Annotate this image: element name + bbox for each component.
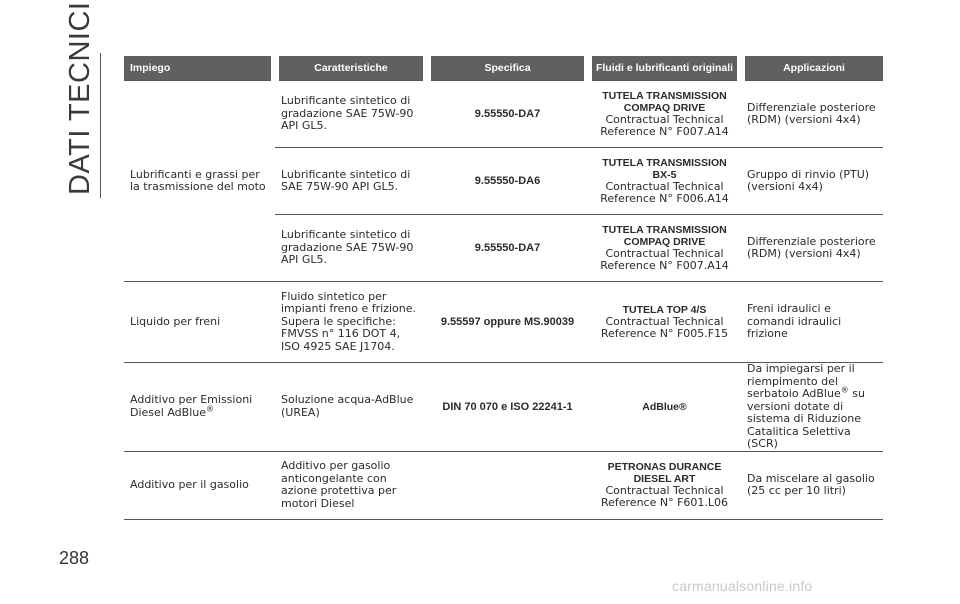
cell-fluidi [588, 363, 741, 452]
header-impiego: Impiego [124, 56, 275, 81]
header-fluidi: Fluidi e lubrificanti originali [588, 56, 741, 81]
cell-fluidi [588, 451, 741, 519]
cell-specifica: 9.55550-DA7 [427, 81, 588, 148]
cell-caratteristiche: Lubrificante sintetico di SAE 75W-90 API GL5. [275, 148, 427, 215]
fluid-reference: Contractual Technical Reference N° F007.A14 [600, 246, 729, 272]
impiego-text: Additivo per Emissioni Diesel AdBlue [130, 393, 253, 419]
section-title: DATI TECNICI [64, 1, 96, 195]
page-number: 288 [59, 548, 90, 568]
fluid-reference: Contractual Technical Reference N° F601.L06 [600, 483, 729, 509]
cell-caratteristiche: Soluzione acqua-AdBlue (UREA) [275, 363, 427, 452]
cell-fluidi [588, 215, 741, 282]
app-text-b: su versioni dotate di sistema di Riduzione Catalitica Selettiva (SCR) [747, 387, 865, 450]
cell-caratteristiche: Lubrificante sintetico di gradazione SAE 75W-90 API GL5. [275, 81, 427, 148]
fluid-reference: Contractual Technical Reference N° F005.F15 [600, 314, 729, 340]
registered-mark: ® [840, 385, 849, 395]
header-applicazioni: Applicazioni [741, 56, 883, 81]
fluid-brand: TUTELA TRANSMISSION BX-5 [602, 156, 727, 181]
fluid-reference: Contractual Technical Reference N° F006.A14 [600, 179, 729, 205]
watermark: carmanualsonline.info [672, 578, 813, 594]
cell-specifica: DIN 70 070 e ISO 22241-1 [427, 363, 588, 452]
cell-specifica [427, 451, 588, 519]
cell-caratteristiche: Fluido sintetico per impianti freno e frizione. Supera le specifiche: FMVSS n° 116 DOT 4, ISO 4925 SAE J1704. [275, 282, 427, 363]
table-row [124, 451, 883, 519]
cell-specifica: 9.55550-DA6 [427, 148, 588, 215]
cell-applicazioni: Gruppo di rinvio (PTU) (versioni 4x4) [741, 148, 883, 215]
registered-mark: ® [206, 404, 215, 414]
lubricants-table [124, 56, 883, 520]
cell-impiego: Liquido per freni [124, 282, 275, 363]
cell-specifica: 9.55550-DA7 [427, 215, 588, 282]
fluid-reference: Contractual Technical Reference N° F007.A14 [600, 112, 729, 138]
cell-impiego: Additivo per il gasolio [124, 451, 275, 519]
cell-applicazioni: Differenziale posteriore (RDM) (versioni 4x4) [741, 215, 883, 282]
cell-applicazioni: Freni idraulici e comandi idraulici frizione [741, 282, 883, 363]
header-specifica: Specifica [427, 56, 588, 81]
table-row [124, 81, 883, 148]
table-header-row [124, 56, 883, 81]
fluid-brand: PETRONAS DURANCE DIESEL ART [607, 460, 722, 485]
cell-fluidi [588, 148, 741, 215]
cell-specifica: 9.55597 oppure MS.90039 [427, 282, 588, 363]
cell-applicazioni [741, 363, 883, 452]
cell-caratteristiche: Lubrificante sintetico di gradazione SAE 75W-90 API GL5. [275, 215, 427, 282]
cell-impiego: Lubrificanti e grassi per la trasmissione del moto [124, 81, 275, 282]
app-text-a: Da impiegarsi per il riempimento del serbatoio AdBlue [747, 362, 855, 400]
table-row [124, 282, 883, 363]
cell-caratteristiche: Additivo per gasolio anticongelante con azione protettiva per motori Diesel [275, 451, 427, 519]
fluid-brand: AdBlue® [642, 400, 687, 413]
cell-applicazioni: Da miscelare al gasolio (25 cc per 10 litri) [741, 451, 883, 519]
cell-fluidi [588, 81, 741, 148]
table-row [124, 363, 883, 452]
cell-fluidi [588, 282, 741, 363]
fluid-brand: TUTELA TRANSMISSION COMPAQ DRIVE [602, 89, 727, 114]
cell-impiego [124, 363, 275, 452]
cell-applicazioni: Differenziale posteriore (RDM) (versioni 4x4) [741, 81, 883, 148]
fluid-brand: TUTELA TOP 4/S [622, 303, 707, 316]
header-caratteristiche: Caratteristiche [275, 56, 427, 81]
section-rule [100, 53, 101, 198]
fluid-brand: TUTELA TRANSMISSION COMPAQ DRIVE [602, 223, 727, 248]
